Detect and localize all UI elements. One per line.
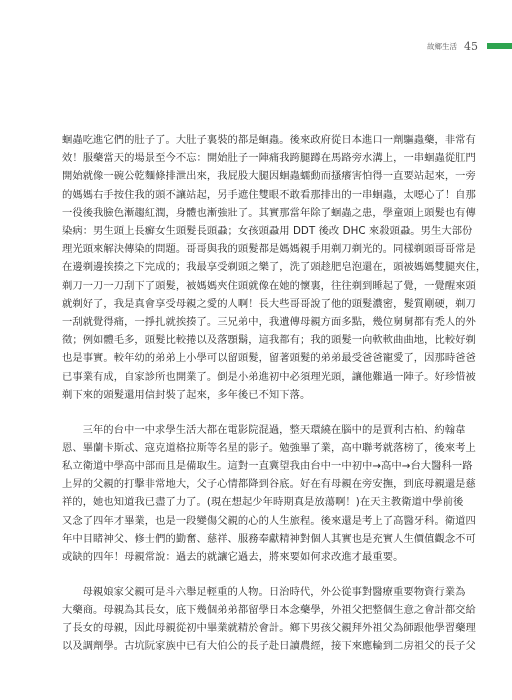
text-line: 或缺的四年！母親常說：過去的就讓它過去，將來要如何求改進才最重要。 xyxy=(62,550,404,563)
paragraph-2 xyxy=(62,421,476,567)
text-line: 母親娘家父親可是斗六舉足輕重的人物。日治時代，外公從事對醫療重要物資行業為 xyxy=(82,585,466,598)
text-line: 大藥商。母親為其長女，底下幾個弟弟都留學日本念藥學，外祖父把整個生意之會計都交給 xyxy=(62,603,476,616)
page-number: 45 xyxy=(464,39,478,53)
text-line: 剃下來的頭髮還用信封裝了起來，多年後已不知下落。 xyxy=(62,388,311,401)
paragraph-1 xyxy=(62,131,487,404)
text-line: 蛔蟲吃進它們的肚子了。大肚子裏裝的都是蛔蟲。後來政府從日本進口一劑驅蟲藥，非常有 xyxy=(62,134,476,146)
running-header-section-title: 故鄉生活 xyxy=(427,41,457,51)
paragraph-3 xyxy=(62,583,476,656)
text-line: 又念了四年才畢業，也是一段變傷父親的心的人生旅程。後來還是考上了高醫牙科。衛道四 xyxy=(62,514,476,527)
text-line: 剃刀一刀一刀刮下了頭髮，被媽媽夾住頭就像在她的懷裏，往往剃到睡起了覺，一覺醒來頭 xyxy=(62,279,476,292)
text-line: 年中目睹神父、修士們的勤奮、慈祥、服務奉獻精神對個人其實也是充實人生價值觀念不可 xyxy=(62,532,476,545)
text-line: 以及調劑學。古坑阮家族中已有大伯公的長子赴日讀農經，接下來應輪到二房祖父的長子父 xyxy=(62,640,476,653)
body-text xyxy=(62,131,487,672)
text-line: 三年的台中一中求學生活大都在電影院混過，整天環繞在腦中的是賈利古柏、約翰韋 xyxy=(82,423,466,436)
text-line: 就剃好了，我是真會享受母親之愛的人啊！長大些哥哥說了他的頭髮濃密，髮質剛硬，剃刀 xyxy=(62,297,476,310)
text-line: 在邊剃邊挨揍之下完成的；我最享受剃頭之樂了，洗了頭趁肥皂泡還在，頭被媽媽雙腿夾住， xyxy=(62,261,487,274)
text-line: 一刮就覺得痛，一掙扎就挨揍了。三兄弟中，我遺傳母親方面多點，幾位舅舅都有禿人的外 xyxy=(62,316,476,329)
text-line: 徵；例如體毛多，頭髮比較捲以及落顋鬍，這我都有；我的頭髮一向軟軟曲曲地，比較好剃 xyxy=(62,334,476,347)
text-line: 祥的，她也知道我已盡了力了。(現在想起少年時期真是放蕩啊！)在天主教衛道中學前後 xyxy=(62,496,464,509)
text-line: 了長女的母親，因此母親從初中畢業就精於會計。鄉下男孩父親拜外祖父為師跟他學習藥理 xyxy=(62,622,476,635)
text-line: 已事業有成，自家診所也開業了。倒是小弟進初中必須理光頭，讓他難過一陣子。好珍惜被 xyxy=(62,370,476,383)
text-line: 染病：男生頭上長癬女生頭髮長頭蝨；女孩頭蝨用 DDT 後改 DHC 來殺頭蝨。男生大部份 xyxy=(62,225,473,238)
text-line: 上昇的父親的打擊非常地大，父子心情都降到谷底。好在有母親在旁安撫，到底母親還是慈 xyxy=(62,478,476,491)
text-line: 理光頭來解決傳染的問題。哥哥與我的頭髮都是媽媽親手用剃刀剃光的。同樣剃頭哥哥常是 xyxy=(62,243,476,256)
page-header xyxy=(427,38,512,54)
text-line: 恩、畢蘭卡斯忒、寇克道格拉斯等名星的影子。勉強畢了業，高中聯考就落榜了，後來考上 xyxy=(62,441,476,454)
text-line: 的媽媽右手按住我的頭不讓站起，另手遮住雙眼不敢看那排出的一串蛔蟲，太噁心了！自那 xyxy=(62,188,476,201)
header-accent-bar xyxy=(487,43,512,49)
text-line: 一役後我臉色漸趨紅潤，身體也漸強壯了。其實那當年除了蛔蟲之患，學童頭上頭髮也有傳 xyxy=(62,206,476,219)
text-line: 私立衛道中學高中部而且是備取生。這對一直冀望我由台中一中初中→高中→台大醫科一路 xyxy=(62,459,473,472)
text-line: 也是事實。較年幼的弟弟上小學可以留頭髮，留著頭髮的弟弟最受爸爸寵愛了，因那時爸爸 xyxy=(62,352,476,365)
text-line: 開始就像一碗公乾麵條排泄出來，我屁股大腿因蛔蟲蠕動而搔癢害怕得一直要站起來，一旁 xyxy=(62,170,476,183)
text-line: 效！服藥當天的場景至今不忘：開始肚子一陣痛我跨腿蹲在馬路旁水溝上，一串蛔蟲從肛門 xyxy=(62,152,476,165)
